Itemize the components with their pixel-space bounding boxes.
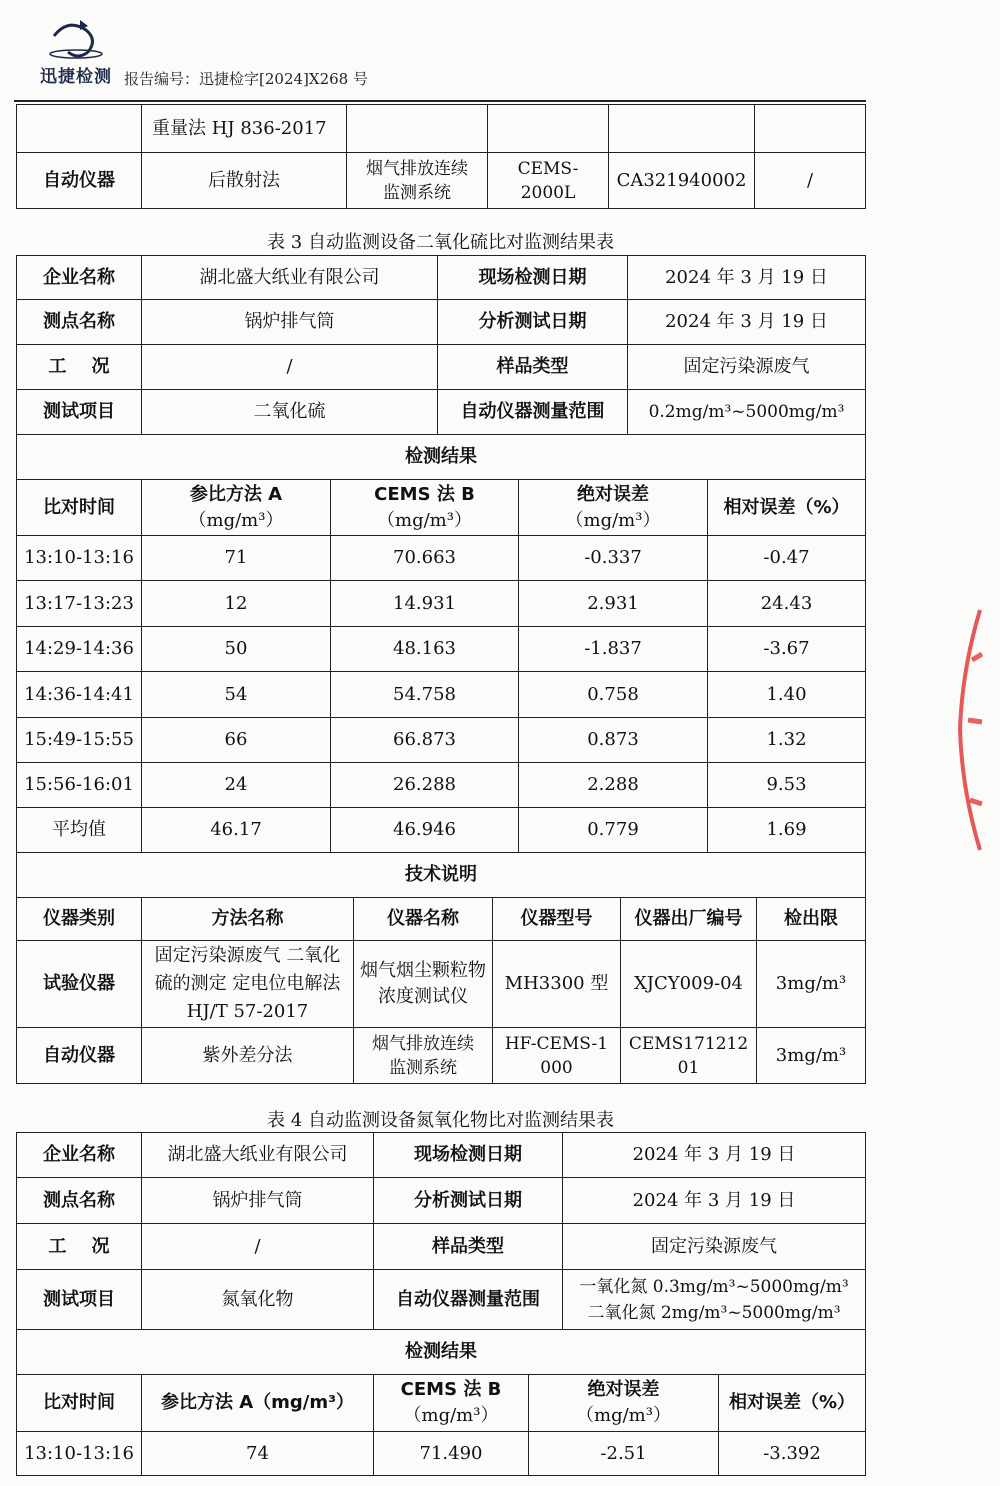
results-title: 检测结果 <box>17 1330 866 1375</box>
condition: / <box>142 1224 374 1270</box>
analysis-date: 2024 年 3 月 19 日 <box>563 1178 866 1224</box>
site-date: 2024 年 3 月 19 日 <box>628 256 866 300</box>
point-name: 锅炉排气筒 <box>142 300 438 345</box>
table3-tech: 仪器类别 方法名称 仪器名称 仪器型号 仪器出厂编号 检出限 试验仪器 固定污染源废气 二氧化硫的测定 定电位电解法 HJ/T 57-2017 烟气烟尘颗粒物浓度测试仪 MH3300 型 XJCY009-04 3mg/m³ 自动仪器 紫外差分法 烟气排放连续监测系统 HF-CEMS-1000 CEMS17121201 3mg/m³ <box>16 897 866 1084</box>
logo-text: 迅捷检测 <box>40 67 112 87</box>
average-row: 平均值 46.17 46.946 0.779 1.69 <box>17 808 866 853</box>
table-row: 13:17-13:23 12 14.931 2.931 24.43 <box>17 581 866 627</box>
test-item: 氮氧化物 <box>142 1270 374 1330</box>
table-row: 14:29-14:36 50 48.163 -1.837 -3.67 <box>17 627 866 672</box>
site-date: 2024 年 3 月 19 日 <box>563 1133 866 1178</box>
table-row: 13:10-13:16 71 70.663 -0.337 -0.47 <box>17 536 866 581</box>
page-header <box>40 6 640 86</box>
method-cell: 重量法 HJ 836-2017 <box>142 105 347 153</box>
model-cell: CEMS-2000L <box>488 153 609 209</box>
company-name: 湖北盛大纸业有限公司 <box>142 1133 374 1178</box>
results-title: 检测结果 <box>17 435 866 480</box>
table4-info: 企业名称 湖北盛大纸业有限公司 现场检测日期 2024 年 3 月 19 日 测点名称 锅炉排气筒 分析测试日期 2024 年 3 月 19 日 工 况 / 样品类型 固定污染源废气 测试项目 氮氧化物 自动仪器测量范围 一氧化氮 0.3mg/m³~5000mg/m³ 二氧化氮 2mg/m³~5000mg/m³ 检测结果 <box>16 1132 866 1375</box>
method-cell: 后散射法 <box>142 153 347 209</box>
company-name: 湖北盛大纸业有限公司 <box>142 256 438 300</box>
serial-cell: CA321940002 <box>609 153 755 209</box>
table3-results: 比对时间 参比方法 A （mg/m³） CEMS 法 B （mg/m³） 绝对误差 （mg/m³） 相对误差（%） 13:10-13:16 71 70.663 -0.337 -0.47 13:17-13:23 12 14.931 2.931 24.43 14:29-14:36 50 48.163 -1.837 -3.67 14:36-14:41 54 54.758 0.758 1.40 15:49-15:55 66 66.873 0.873 1.32 15:56-16:01 24 26.288 2.288 9.53 平均值 46.17 46.946 0.779 1.69 技术说明 <box>16 479 866 898</box>
table-row: 15:49-15:55 66 66.873 0.873 1.32 <box>17 718 866 763</box>
instrument-table-continued <box>16 104 866 209</box>
table4-results: 比对时间 参比方法 A（mg/m³） CEMS 法 B （mg/m³） 绝对误差 （mg/m³） 相对误差（%） 13:10-13:16 74 71.490 -2.51 -3.392 <box>16 1374 866 1476</box>
measure-range: 一氧化氮 0.3mg/m³~5000mg/m³ 二氧化氮 2mg/m³~5000mg/m³ <box>563 1270 866 1330</box>
category-cell: 自动仪器 <box>17 153 142 209</box>
instrument-name-cell: 烟气排放连续监测系统 <box>347 153 488 209</box>
table-row: 14:36-14:41 54 54.758 0.758 1.40 <box>17 672 866 718</box>
table3-info: 企业名称 湖北盛大纸业有限公司 现场检测日期 2024 年 3 月 19 日 测点名称 锅炉排气筒 分析测试日期 2024 年 3 月 19 日 工 况 / 样品类型 固定污染源废气 测试项目 二氧化硫 自动仪器测量范围 0.2mg/m³~5000mg/m³ 检测结果 <box>16 255 866 480</box>
tech-title: 技术说明 <box>17 853 866 898</box>
condition: / <box>142 345 438 390</box>
point-name: 锅炉排气筒 <box>142 1178 374 1224</box>
table3-caption: 表 3 自动监测设备二氧化硫比对监测结果表 <box>267 232 614 253</box>
red-seal-stamp-icon <box>950 600 1000 860</box>
sample-type: 固定污染源废气 <box>563 1224 866 1270</box>
table-row: 试验仪器 固定污染源废气 二氧化硫的测定 定电位电解法 HJ/T 57-2017 烟气烟尘颗粒物浓度测试仪 MH3300 型 XJCY009-04 3mg/m³ <box>17 941 866 1028</box>
report-number: 报告编号：迅捷检字[2024]X268 号 <box>124 70 368 88</box>
table-row: 13:10-13:16 74 71.490 -2.51 -3.392 <box>17 1432 866 1476</box>
analysis-date: 2024 年 3 月 19 日 <box>628 300 866 345</box>
table4-caption: 表 4 自动监测设备氮氧化物比对监测结果表 <box>267 1110 614 1131</box>
limit-cell: / <box>755 153 866 209</box>
measure-range: 0.2mg/m³~5000mg/m³ <box>628 390 866 435</box>
table-row: 15:56-16:01 24 26.288 2.288 9.53 <box>17 763 866 808</box>
header-divider <box>14 100 866 102</box>
sample-type: 固定污染源废气 <box>628 345 866 390</box>
table-row: 自动仪器 紫外差分法 烟气排放连续监测系统 HF-CEMS-1000 CEMS17121201 3mg/m³ <box>17 1028 866 1084</box>
test-item: 二氧化硫 <box>142 390 438 435</box>
